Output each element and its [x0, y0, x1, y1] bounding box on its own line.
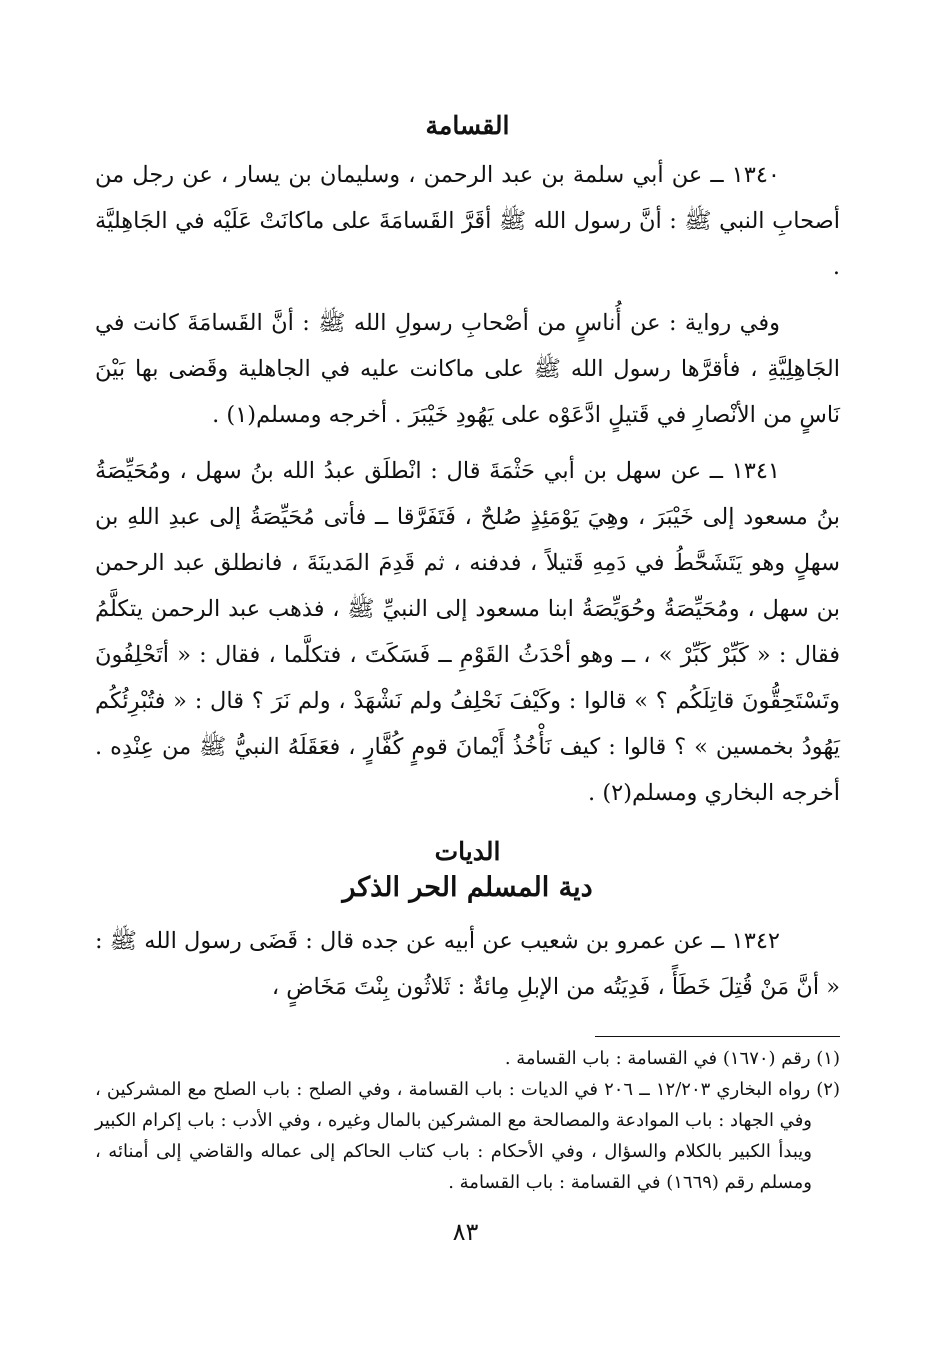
footnote-1: (١) رقم (١٦٧٠) في القسامة : باب القسامة . — [504, 1048, 840, 1069]
page-number: ٨٣ — [452, 1218, 479, 1246]
hadith-1342: ١٣٤٢ ــ عن عمرو بن شعيب عن أبيه عن جده قال : قَضَى رسول الله ﷺ : « أنَّ مَنْ قُتِلَ خَطَأً ، فَدِيَتُه من الإبلِ مِائةٌ : ثَلاثُون بِنْتَ مَخَاضٍ ، — [95, 928, 840, 1000]
hadith-1340: ١٣٤٠ ــ عن أبي سلمة بن عبد الرحمن ، وسليمان بن يسار ، عن رجل من أصحابِ النبي ﷺ : أنَّ رسول الله ﷺ أقَرَّ القَسامَةَ على ماكانَتْ عَلَيْه في الجَاهِليَّة . — [95, 162, 840, 280]
footnote-separator — [595, 1036, 840, 1037]
section-title: القسامة — [425, 111, 510, 140]
footnotes — [95, 1043, 840, 1198]
diyat-title: الديات — [434, 837, 501, 866]
riwaya-paragraph: وفي رواية : عن أُناسٍ من أصْحابِ رسولِ الله ﷺ : أنَّ القَسامَةَ كانت في الجَاهِلِيَّةِ ، فأقرَّها رسول الله ﷺ على ماكانت عليه في الجاهلية وقَضى بها بَيْنَ نَاسٍ من الأنْصارِ في قَتيلٍ ادَّعَوْه على يَهُودِ خَيْبَرَ . أخرجه ومسلم(١) . — [95, 310, 840, 428]
hadith-1341: ١٣٤١ ــ عن سهل بن أبي حَثْمَةَ قال : انْطلَق عبدُ الله بنُ سهل ، ومُحَيِّصَةُ بنُ مسعود إلى خَيْبَرَ ، وهِيَ يَوْمَئِذٍ صُلحٌ ، فَتَفَرَّقا ــ فأتى مُحَيِّصَةُ إلى عبدِ اللهِ بن سهلٍ وهو يَتَشَحَّطُ في دَمِهِ قَتيلاً ، فدفنه ، ثم قَدِمَ المَدينَةَ ، فانطلق عبد الرحمن بن سهل ، ومُحَيِّصَةُ وحُوَيِّصَةُ ابنا مسعود إلى النبيِّ ﷺ ، فذهب عبد الرحمن يتكلَّمُ فقال : « كَبِّرْ كَبِّرْ » ، ــ وهو أحْدَثُ القَوْمِ ــ فَسَكَتَ ، فتكلَّما ، فقال : « أتَحْلِفُونَ وتَسْتَحِقُّونَ قاتِلَكُم ؟ » قالوا : وكَيْفَ نَحْلِفُ ولم نَشْهَدْ ، ولم نَرَ ؟ قال : « فتُبْرِئُكُم يَهُودُ بخمسين » ؟ قالوا : كيف نَأْخُذُ أَيْمانَ قومٍ كُفَّارٍ ، فعَقَلَهُ النبيُّ ﷺ من عِنْدِه . أخرجه البخاري ومسلم(٢) . — [95, 458, 840, 806]
diya-subtitle: دية المسلم الحر الذكر — [342, 872, 593, 903]
book-page — [95, 108, 840, 1198]
footnote-2: (٢) رواه البخاري ١٢/٢٠٣ ــ ٢٠٦ في الديات : باب القسامة ، وفي الصلح : باب الصلح مع المشركين ، وفي الجهاد : باب الموادعة والمصالحة مع المشركين بالمال وغيره ، وفي الأدب : باب إكرام الكبير ويبدأ الكبير بالكلام والسؤال ، وفي الأحكام : باب كتاب الحاكم إلى عماله والقاضي إلى أمنائه ، ومسلم رقم (١٦٦٩) في القسامة : باب القسامة . — [95, 1079, 840, 1193]
